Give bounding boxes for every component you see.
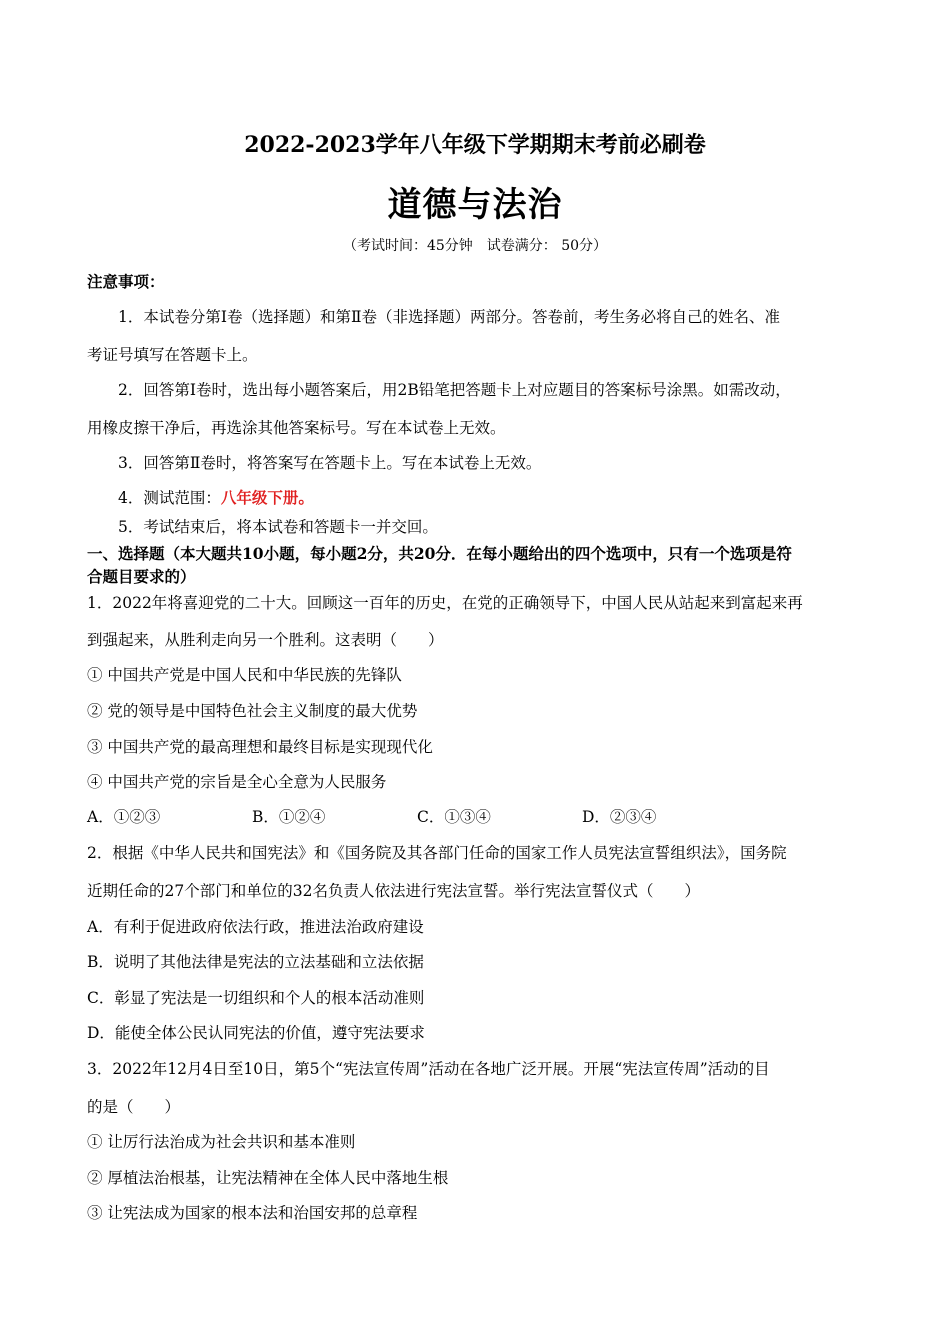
q1-statement-4: ④ 中国共产党的宗旨是全心全意为人民服务 — [87, 773, 387, 791]
notice-item-5: 5．考试结束后，将本试卷和答题卡一并交回。 — [118, 518, 438, 536]
q1-option-d: D．②③④ — [582, 808, 657, 826]
q1-stem-line-1: 1．2022年将喜迎党的二十大。回顾这一百年的历史，在党的正确领导下，中国人民从站起来到富起来再 — [87, 594, 803, 612]
q1-stem-line-2: 到强起来，从胜利走向另一个胜利。这表明（ ） — [87, 631, 444, 649]
q3-stem-line-2: 的是（ ） — [87, 1098, 181, 1116]
q1-statement-3: ③ 中国共产党的最高理想和最终目标是实现现代化 — [87, 738, 433, 756]
exam-title: 2022-2023学年八年级下学期期末考前必刷卷 — [244, 132, 706, 158]
q3-stem-line-1: 3．2022年12月4日至10日，第5个“宪法宣传周”活动在各地广泛开展。开展“宪法宣传周”活动的目 — [87, 1060, 770, 1078]
notice-item-2-line-2: 用橡皮擦干净后，再选涂其他答案标号。写在本试卷上无效。 — [87, 419, 506, 437]
q2-option-b: B．说明了其他法律是宪法的立法基础和立法依据 — [87, 953, 424, 971]
q2-option-c: C．彰显了宪法是一切组织和个人的根本活动准则 — [87, 989, 425, 1007]
test-scope: 八年级下册。 — [220, 488, 314, 507]
subject-title: 道德与法治 — [387, 185, 563, 225]
q1-statement-2: ② 党的领导是中国特色社会主义制度的最大优势 — [87, 702, 418, 720]
notice-heading: 注意事项： — [87, 272, 165, 291]
q3-statement-3: ③ 让宪法成为国家的根本法和治国安邦的总章程 — [87, 1204, 418, 1222]
q1-option-b: B．①②④ — [252, 808, 326, 826]
q2-stem-line-2: 近期任命的27个部门和单位的32名负责人依法进行宪法宣誓。举行宪法宣誓仪式（ ） — [87, 882, 700, 900]
q1-option-a: A．①②③ — [87, 808, 161, 826]
notice-item-3: 3．回答第Ⅱ卷时，将答案写在答题卡上。写在本试卷上无效。 — [118, 454, 542, 472]
section-heading-line-1: 一、选择题（本大题共10小题，每小题2分，共20分．在每小题给出的四个选项中，只有一个选项是符 — [87, 544, 792, 563]
notice-item-1-line-1: 1．本试卷分第Ⅰ卷（选择题）和第Ⅱ卷（非选择题）两部分。答卷前，考生务必将自己的姓名、准 — [118, 308, 781, 326]
q2-stem-line-1: 2．根据《中华人民共和国宪法》和《国务院及其各部门任命的国家工作人员宪法宣誓组织法》，国务院 — [87, 844, 787, 862]
q2-option-d: D．能使全体公民认同宪法的价值，遵守宪法要求 — [87, 1024, 425, 1042]
notice-item-4 — [118, 486, 314, 508]
notice-item-4-label: 4．测试范围： — [118, 489, 221, 507]
q2-option-a: A．有利于促进政府依法行政，推进法治政府建设 — [87, 918, 424, 936]
q1-statement-1: ① 中国共产党是中国人民和中华民族的先锋队 — [87, 666, 402, 684]
q1-option-c: C．①③④ — [417, 808, 491, 826]
section-heading-line-2: 合题目要求的） — [87, 567, 196, 586]
q3-statement-1: ① 让厉行法治成为社会共识和基本准则 — [87, 1133, 356, 1151]
notice-item-1-line-2: 考证号填写在答题卡上。 — [87, 346, 258, 364]
notice-item-2-line-1: 2．回答第Ⅰ卷时，选出每小题答案后，用2B铅笔把答题卡上对应题目的答案标号涂黑。如需改动， — [118, 381, 791, 399]
q3-statement-2: ② 厚植法治根基，让宪法精神在全体人民中落地生根 — [87, 1169, 449, 1187]
exam-info: （考试时间：45分钟 试卷满分： 50分） — [342, 238, 608, 254]
